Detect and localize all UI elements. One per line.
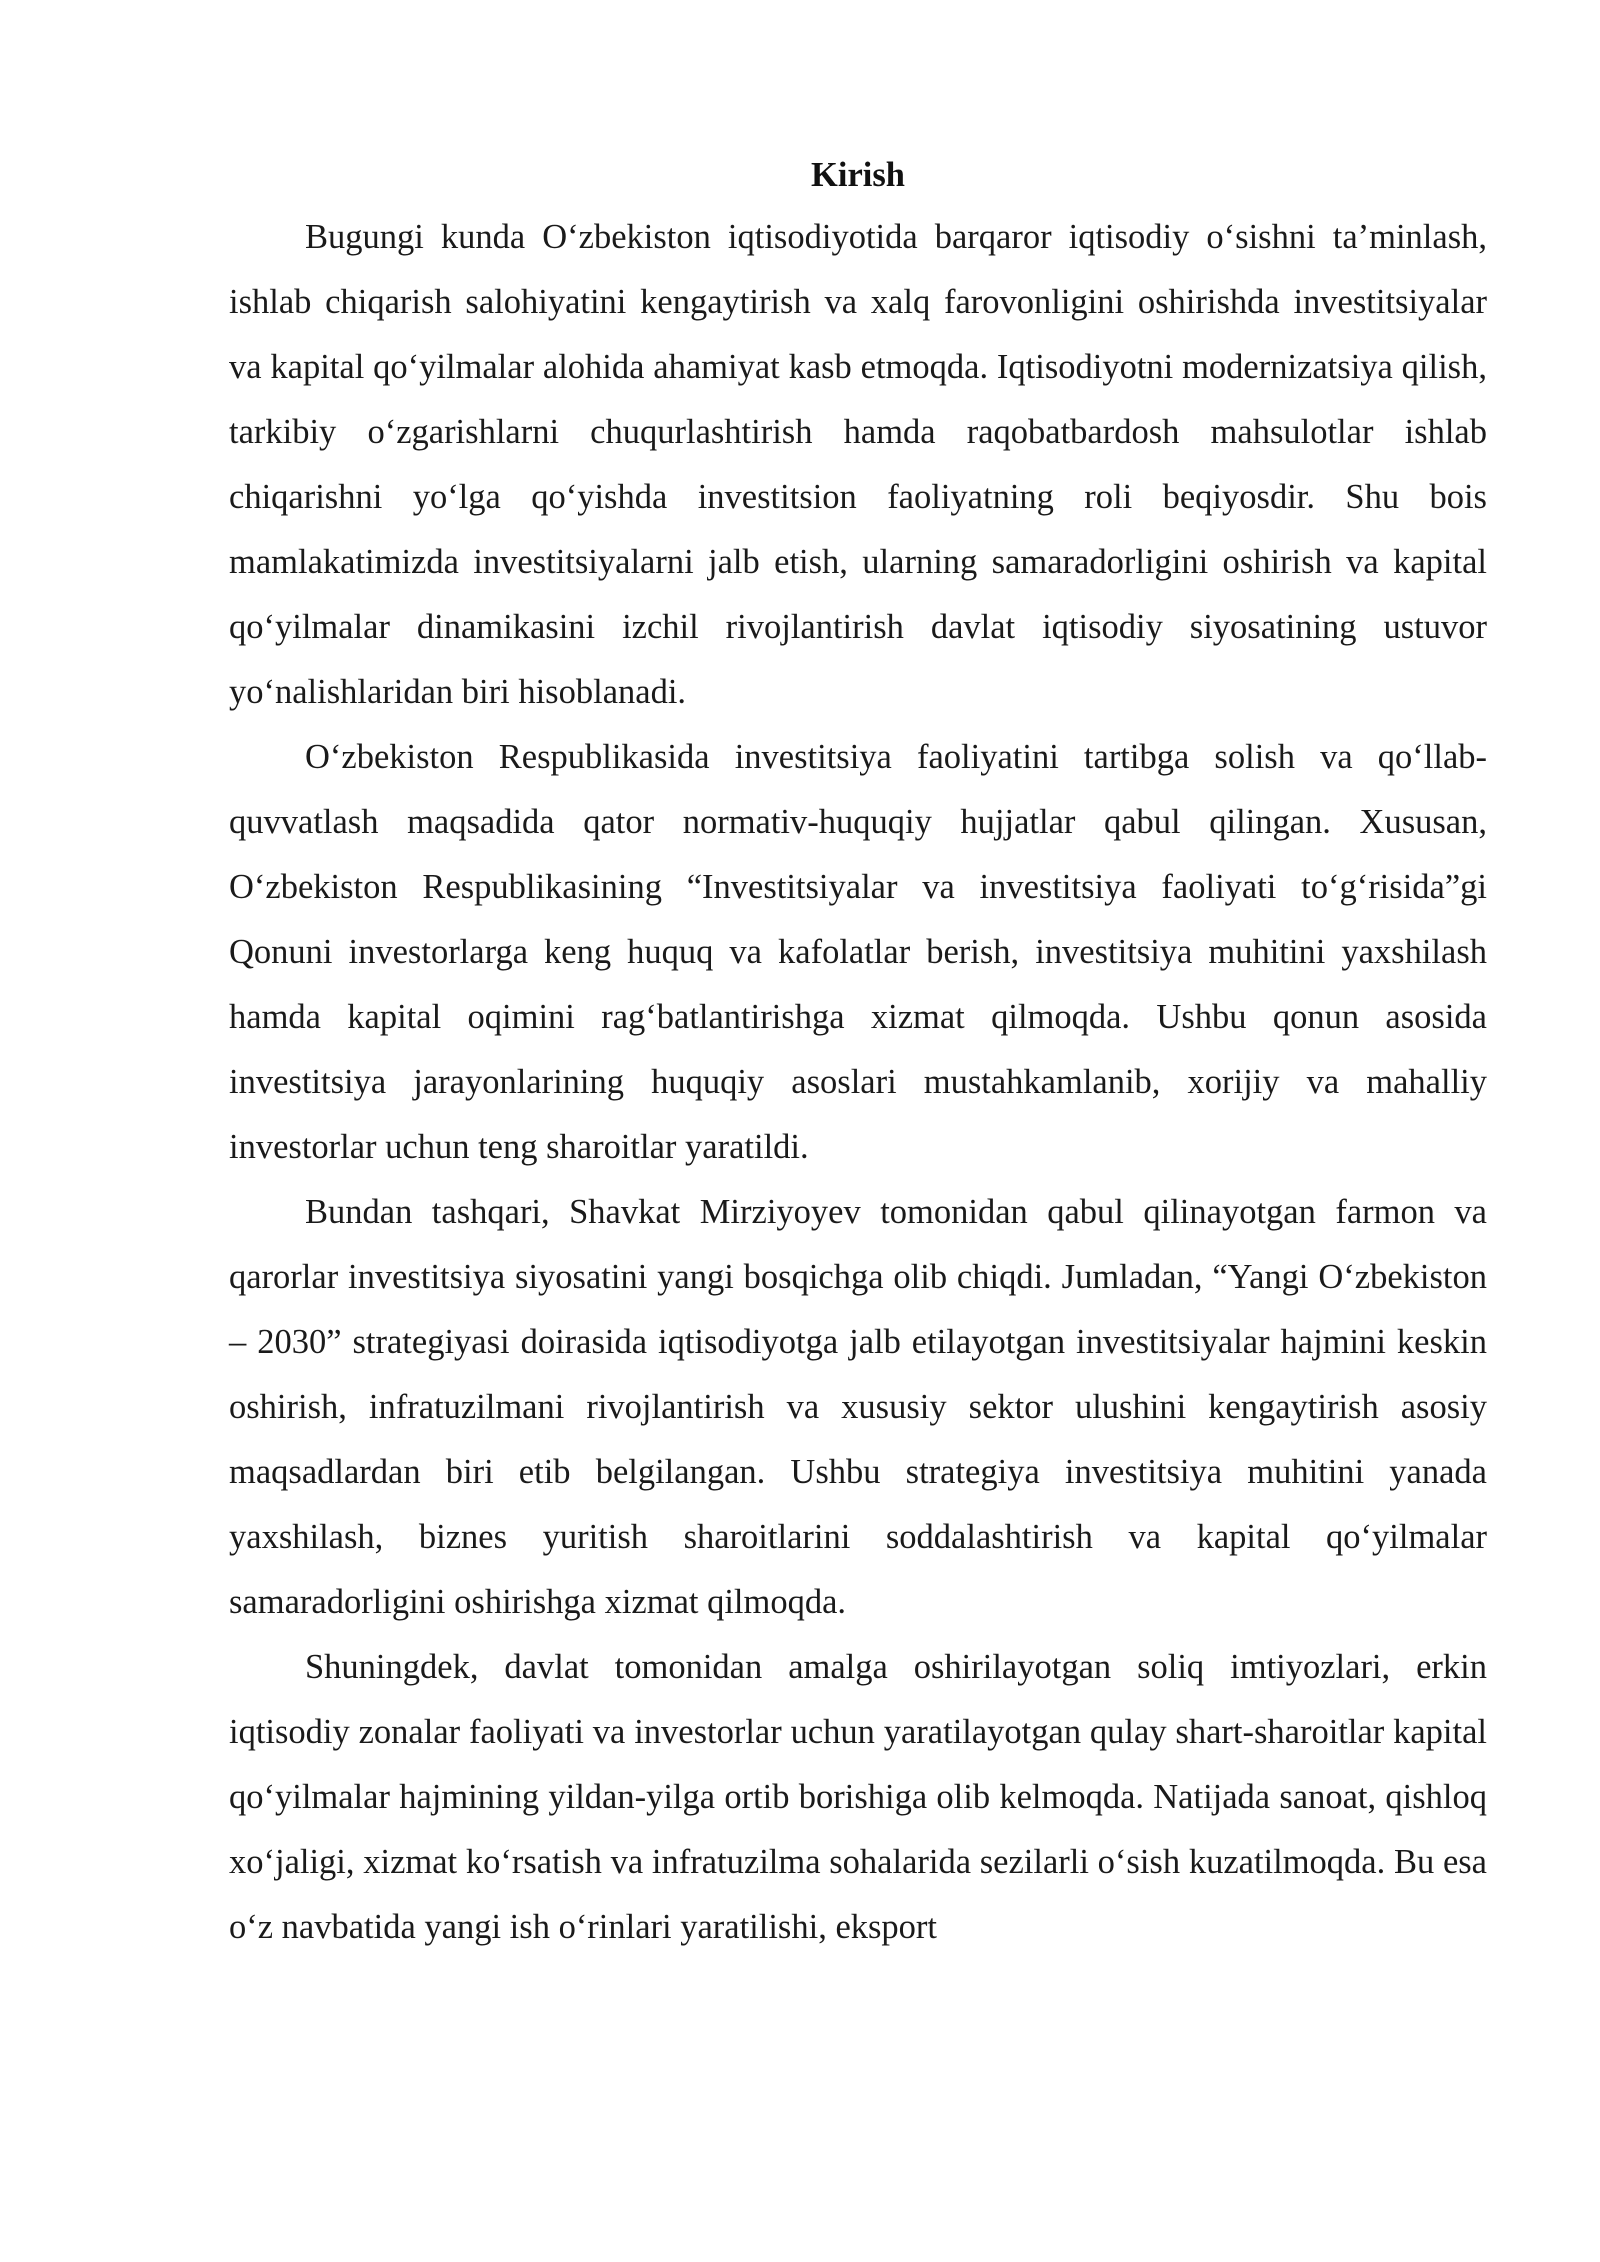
- paragraph-1: Bugungi kunda O‘zbekiston iqtisodiyotida barqaror iqtisodiy o‘sishni ta’minlash, ishlab chiqarish salohiyatini kengaytirish va xalq farovonligini oshirishda investitsiyalar va kapital qo‘yilmalar alohida ahamiyat kasb etmoqda. Iqtisodiyotni modernizatsiya qilish, tarkibiy o‘zgarishlarni chuqurlashtirish hamda raqobatbardosh mahsulotlar ishlab chiqarishni yo‘lga qo‘yishda investitsion faoliyatning roli beqiyosdir. Shu bois mamlakatimizda investitsiyalarni jalb etish, ularning samaradorligini oshirish va kapital qo‘yilmalar dinamikasini izchil rivojlantirish davlat iqtisodiy siyosatining ustuvor yo‘nalishlaridan biri hisoblanadi.: [229, 218, 1487, 711]
- paragraph-3: Bundan tashqari, Shavkat Mirziyoyev tomonidan qabul qilinayotgan farmon va qarorlar investitsiya siyosatini yangi bosqichga olib chiqdi. Jumladan, “Yangi O‘zbekiston – 2030” strategiyasi doirasida iqtisodiyotga jalb etilayotgan investitsiyalar hajmini keskin oshirish, infratuzilmani rivojlantirish va xususiy sektor ulushini kengaytirish asosiy maqsadlardan biri etib belgilangan. Ushbu strategiya investitsiya muhitini yanada yaxshilash, biznes yuritish sharoitlarini soddalashtirish va kapital qo‘yilmalar samaradorligini oshirishga xizmat qilmoqda.: [229, 1193, 1487, 1621]
- paragraph-2: O‘zbekiston Respublikasida investitsiya faoliyatini tartibga solish va qo‘llab-quvvatlash maqsadida qator normativ-huquqiy hujjatlar qabul qilingan. Xususan, O‘zbekiston Respublikasining “Investitsiyalar va investitsiya faoliyati to‘g‘risida”gi Qonuni investorlarga keng huquq va kafolatlar berish, investitsiya muhitini yaxshilash hamda kapital oqimini rag‘batlantirishga xizmat qilmoqda. Ushbu qonun asosida investitsiya jarayonlarining huquqiy asoslari mustahkamlanib, xorijiy va mahalliy investorlar uchun teng sharoitlar yaratildi.: [229, 738, 1487, 1166]
- document-body: [229, 145, 1487, 1960]
- paragraph-4: Shuningdek, davlat tomonidan amalga oshirilayotgan soliq imtiyozlari, erkin iqtisodiy zonalar faoliyati va investorlar uchun yaratilayotgan qulay shart-sharoitlar kapital qo‘yilmalar hajmining yildan-yilga ortib borishiga olib kelmoqda. Natijada sanoat, qishloq xo‘jaligi, xizmat ko‘rsatish va infratuzilma sohalarida sezilarli o‘sish kuzatilmoqda. Bu esa o‘z navbatida yangi ish o‘rinlari yaratilishi, eksport: [229, 1648, 1487, 1946]
- document-title: Kirish: [811, 156, 905, 194]
